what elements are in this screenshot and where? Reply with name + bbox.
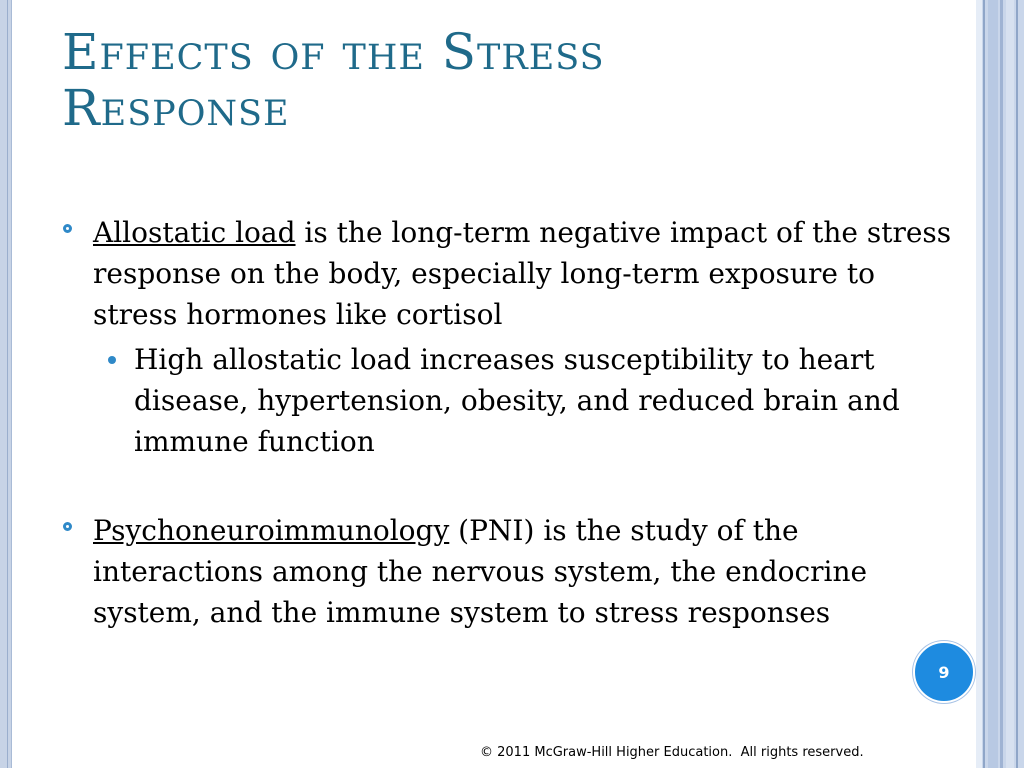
ring-bullet-icon — [63, 224, 72, 233]
term-psychoneuroimmunology: Psychoneuroimmunology — [93, 514, 450, 547]
bullet-pni — [62, 510, 962, 633]
bullet-allostatic-load — [62, 212, 962, 335]
slide-title — [62, 24, 942, 136]
sub-bullet-high-allostatic-load — [62, 339, 962, 462]
bullet-text: (PNI) is the study of the interactions among the nervous system, the endocrine system, and the immune system to stress responses — [93, 514, 868, 629]
term-allostatic-load: Allostatic load — [93, 216, 296, 249]
sub-bullet-text: High allostatic load increases susceptibility to heart disease, hypertension, obesity, and reduced brain and immune function — [134, 343, 900, 458]
title-line-1: Effects of the Stress — [62, 23, 605, 81]
dot-bullet-icon — [108, 356, 116, 364]
copyright-notice: © 2011 McGraw-Hill Higher Education. All rights reserved. — [480, 745, 864, 760]
bullet-text: is the long-term negative impact of the stress response on the body, especially long-term exposure to stress hormones like cortisol — [93, 216, 952, 331]
slide-left-border — [0, 0, 12, 768]
page-number: 9 — [938, 662, 950, 682]
title-line-2: Response — [62, 79, 290, 137]
slide-body — [62, 212, 962, 633]
slide-right-border — [976, 0, 1024, 768]
page-number-badge — [913, 641, 975, 703]
ring-bullet-icon — [63, 522, 72, 531]
